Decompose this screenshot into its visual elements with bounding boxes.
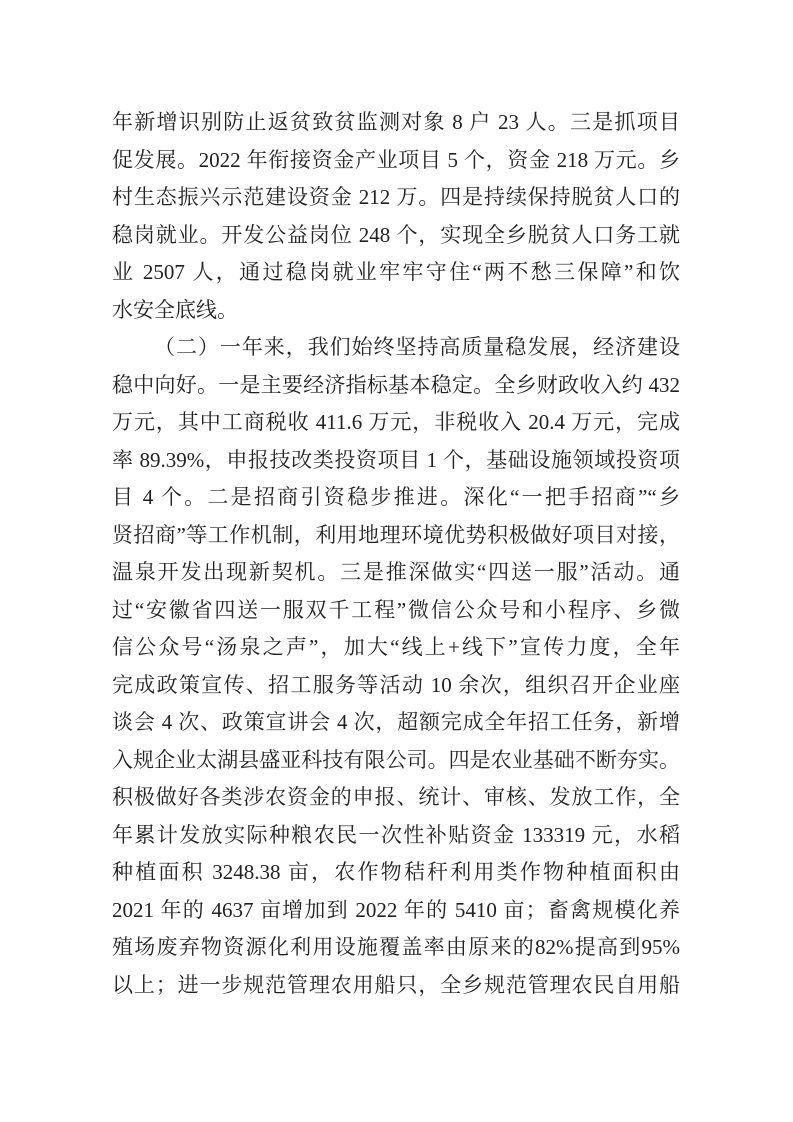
text-line: 稳中向好。一是主要经济指标基本稳定。全乡财政收入约 432 [112,372,680,397]
text-line: 信公众号“汤泉之声”，加大“线上+线下”宣传力度，全年 [112,635,680,659]
text-line: 2021 年的 4637 亩增加到 2022 年的 5410 亩；畜禽规模化养 [112,897,680,922]
text-line: 温泉开发出现新契机。三是推深做实“四送一服”活动。通 [112,560,680,584]
text-line: 年新增识别防止返贫致贫监测对象 8 户 23 人。三是抓项目 [112,110,680,134]
text-line: 率 89.39%，申报技改类投资项目 1 个，基础设施领域投资项 [112,447,680,472]
text-line: 贤招商”等工作机制，利用地理环境优势积极做好项目对接， [112,522,680,547]
text-line: 业 2507 人，通过稳岗就业牢牢守住“两不愁三保障”和饮 [112,260,680,284]
text-line: 以上；进一步规范管理农用船只，全乡规范管理农民自用船 [112,972,680,997]
text-line: 促发展。2022 年衔接资金产业项目 5 个，资金 218 万元。乡 [112,147,680,172]
text-line: 目 4 个。二是招商引资稳步推进。深化“一把手招商”“乡 [112,485,680,509]
text-line: 入规企业太湖县盛亚科技有限公司。四是农业基础不断夯实。 [112,747,680,772]
text-line-paragraph-end: 水安全底线。 [112,297,238,322]
text-line: 种植面积 3248.38 亩，农作物秸秆利用类作物种植面积由 [112,860,680,884]
text-line: 积极做好各类涉农资金的申报、统计、审核、发放工作，全 [112,785,680,809]
text-line: 谈会 4 次、政策宣讲会 4 次，超额完成全年招工任务，新增 [112,710,680,734]
text-line: 稳岗就业。开发公益岗位 248 个，实现全乡脱贫人口务工就 [112,222,680,247]
text-line: 村生态振兴示范建设资金 212 万。四是持续保持脱贫人口的 [112,185,680,209]
text-line: 年累计发放实际种粮农民一次性补贴资金 133319 元，水稻 [112,822,680,847]
document-text-block [112,104,680,1004]
text-line: 过“安徽省四送一服双千工程”微信公众号和小程序、乡微 [112,597,680,622]
text-line-paragraph-start: （二）一年来，我们始终坚持高质量稳发展，经济建设 [154,335,680,359]
text-line: 殖场废弃物资源化利用设施覆盖率由原来的82%提高到95% [112,935,680,959]
text-line: 万元，其中工商税收 411.6 万元，非税收入 20.4 万元，完成 [112,410,680,434]
text-line: 完成政策宣传、招工服务等活动 10 余次，组织召开企业座 [112,672,680,697]
